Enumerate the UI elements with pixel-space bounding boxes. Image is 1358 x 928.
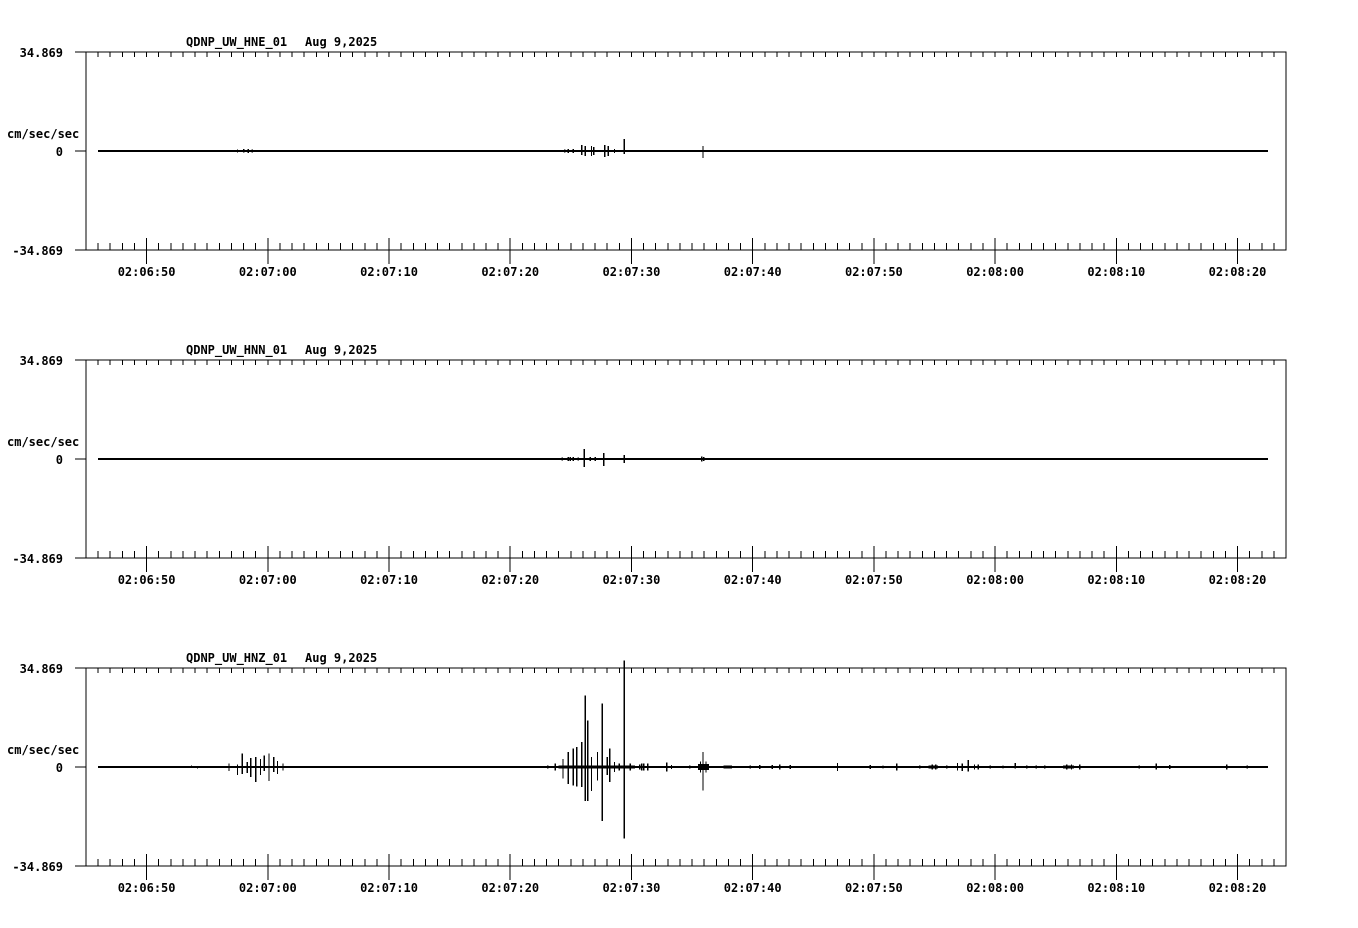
x-tick-label: 02:07:00 xyxy=(238,881,297,895)
x-tick-label: 02:07:00 xyxy=(238,265,297,279)
x-tick-label: 02:06:50 xyxy=(117,265,176,279)
y-min-label: -34.869 xyxy=(12,860,63,874)
panel-date: Aug 9,2025 xyxy=(305,651,378,665)
y-max-label: 34.869 xyxy=(19,46,63,60)
x-tick-label: 02:08:10 xyxy=(1087,265,1146,279)
x-tick-label: 02:07:50 xyxy=(844,573,903,587)
x-tick-label: 02:08:00 xyxy=(966,881,1024,895)
x-tick-label: 02:06:50 xyxy=(117,881,176,895)
trace-band xyxy=(928,766,938,769)
panel-title: QDNP_UW_HNN_01 xyxy=(186,343,288,357)
y-min-label: -34.869 xyxy=(12,552,63,566)
x-tick-label: 02:07:10 xyxy=(360,265,418,279)
y-units-label: cm/sec/sec xyxy=(7,127,80,141)
y-units-label: cm/sec/sec xyxy=(7,435,80,449)
y-zero-label: 0 xyxy=(55,145,63,159)
x-tick-label: 02:08:10 xyxy=(1087,573,1146,587)
x-tick-label: 02:07:40 xyxy=(723,881,782,895)
panel-title: QDNP_UW_HNE_01 xyxy=(186,35,288,49)
x-tick-label: 02:07:00 xyxy=(238,573,297,587)
y-units-label: cm/sec/sec xyxy=(7,743,80,757)
y-max-label: 34.869 xyxy=(19,662,63,676)
x-tick-label: 02:08:20 xyxy=(1208,265,1267,279)
seismogram-panel-HNN xyxy=(7,343,1286,587)
x-tick-label: 02:07:50 xyxy=(844,881,903,895)
seismogram-panel-HNE xyxy=(7,35,1286,279)
x-tick-label: 02:07:40 xyxy=(723,573,782,587)
x-tick-label: 02:08:00 xyxy=(966,265,1024,279)
x-tick-label: 02:08:10 xyxy=(1087,881,1146,895)
y-zero-label: 0 xyxy=(55,761,63,775)
x-tick-label: 02:07:30 xyxy=(602,881,661,895)
trace-band xyxy=(1063,766,1074,769)
x-tick-label: 02:07:10 xyxy=(360,881,418,895)
panel-title: QDNP_UW_HNZ_01 xyxy=(186,651,288,665)
y-min-label: -34.869 xyxy=(12,244,63,258)
x-tick-label: 02:07:20 xyxy=(481,265,540,279)
panel-date: Aug 9,2025 xyxy=(305,343,378,357)
x-tick-label: 02:07:40 xyxy=(723,265,782,279)
x-tick-label: 02:07:30 xyxy=(602,573,661,587)
trace-band xyxy=(561,458,614,460)
seismogram-panel-HNZ xyxy=(7,651,1286,895)
panel-date: Aug 9,2025 xyxy=(305,35,378,49)
trace-band xyxy=(724,765,732,768)
x-tick-label: 02:07:20 xyxy=(481,573,540,587)
x-tick-label: 02:08:20 xyxy=(1208,881,1267,895)
x-tick-label: 02:06:50 xyxy=(117,573,176,587)
x-tick-label: 02:08:00 xyxy=(966,573,1024,587)
y-zero-label: 0 xyxy=(55,453,63,467)
y-max-label: 34.869 xyxy=(19,354,63,368)
x-tick-label: 02:08:20 xyxy=(1208,573,1267,587)
x-tick-label: 02:07:50 xyxy=(844,265,903,279)
x-tick-label: 02:07:20 xyxy=(481,881,540,895)
x-tick-label: 02:07:10 xyxy=(360,573,418,587)
x-tick-label: 02:07:30 xyxy=(602,265,661,279)
